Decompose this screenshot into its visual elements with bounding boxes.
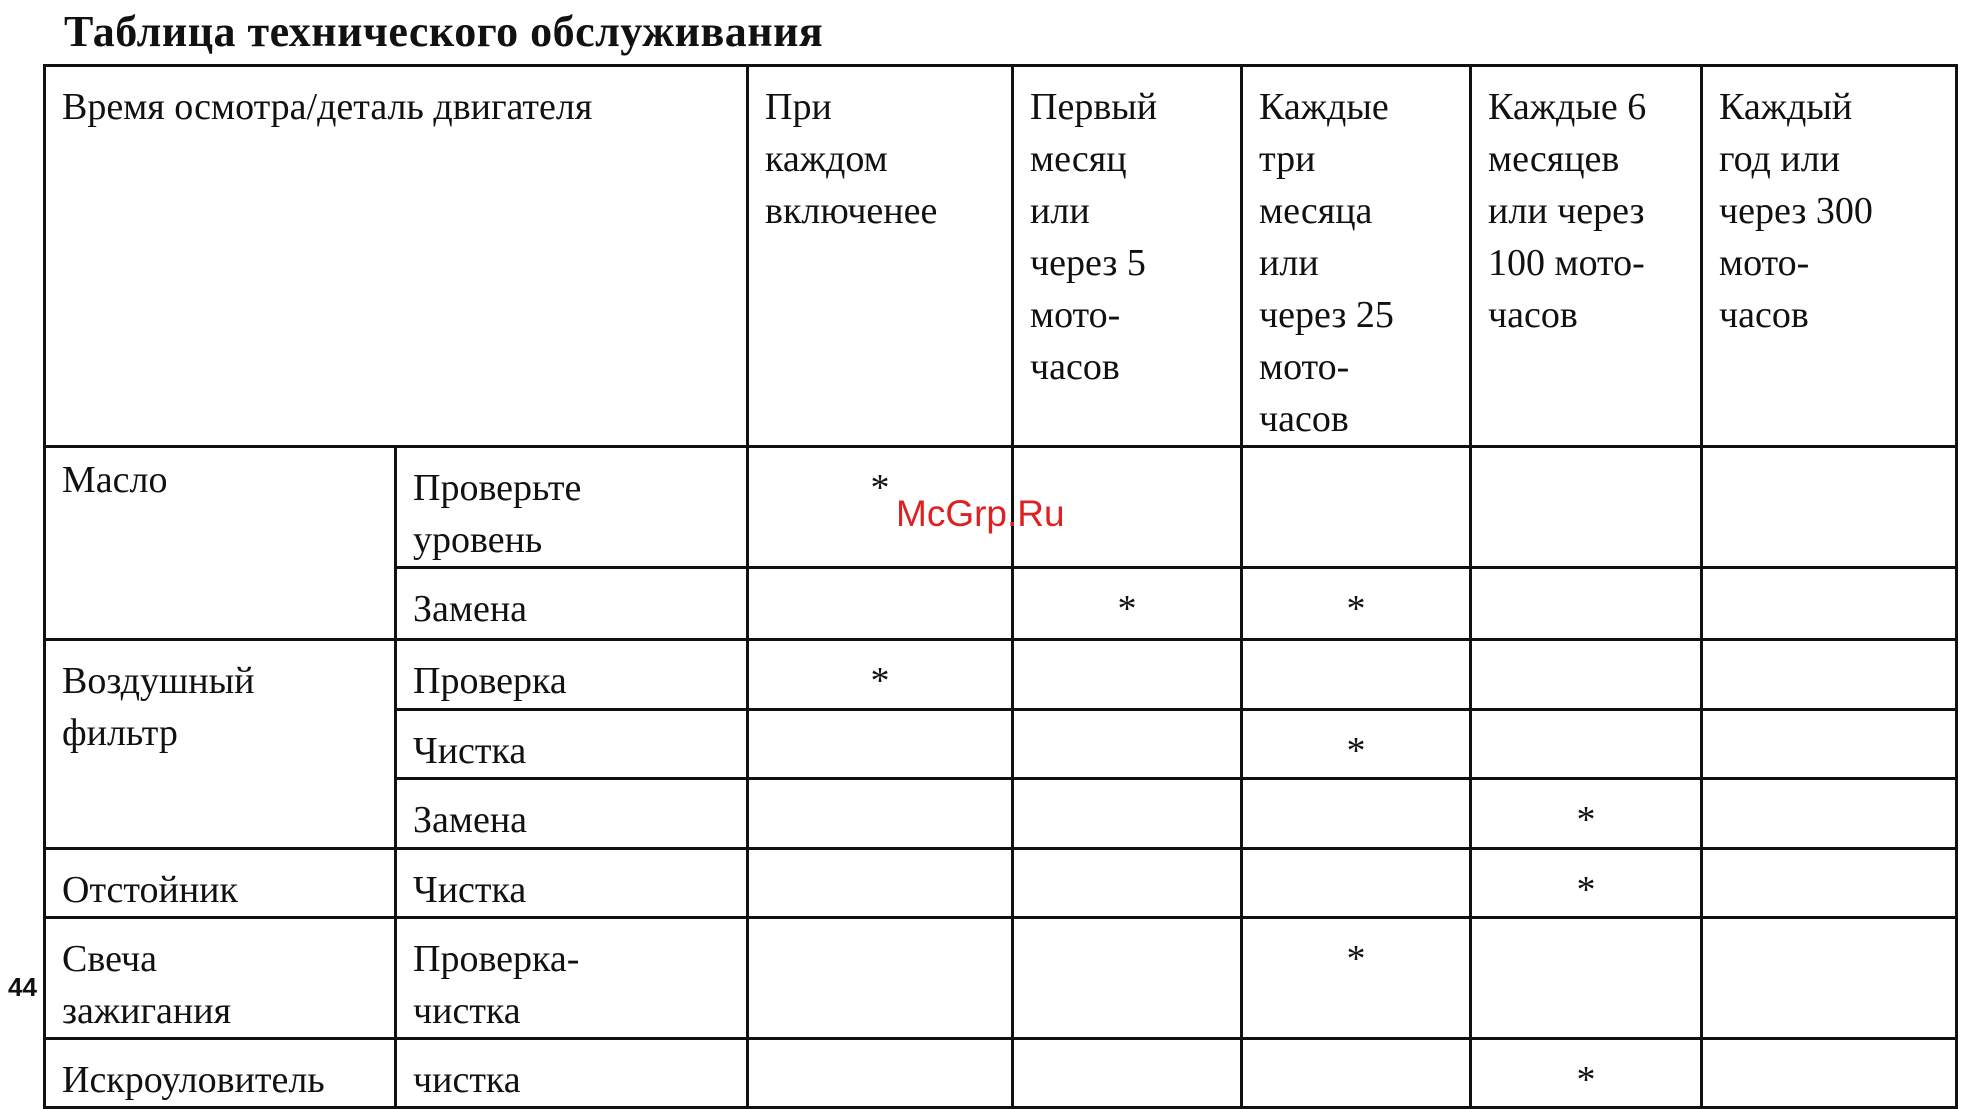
schedule-mark (1013, 710, 1242, 779)
schedule-mark (748, 1039, 1013, 1108)
schedule-mark (1471, 918, 1702, 1039)
schedule-mark (1242, 447, 1471, 568)
schedule-mark (1471, 447, 1702, 568)
schedule-mark (1471, 710, 1702, 779)
action-name: чистка (396, 1039, 748, 1108)
part-name: Отстойник (45, 849, 396, 918)
schedule-mark (1702, 1039, 1957, 1108)
corner-header: Время осмотра/деталь двигателя (45, 66, 748, 447)
action-name: Чистка (396, 849, 748, 918)
table-row (45, 849, 1957, 918)
action-name: Замена (396, 568, 748, 640)
schedule-mark (1702, 568, 1957, 640)
action-name: Проверка (396, 640, 748, 710)
page-number: 44 (8, 972, 37, 1002)
schedule-mark (748, 779, 1013, 849)
column-header-first-month: Первый месяц или через 5 мото- часов (1013, 66, 1242, 447)
schedule-mark (1242, 1039, 1471, 1108)
schedule-mark (1242, 849, 1471, 918)
schedule-mark (748, 710, 1013, 779)
watermark-text: McGrp.Ru (896, 493, 1065, 534)
schedule-mark (1013, 918, 1242, 1039)
schedule-mark: * (1471, 779, 1702, 849)
schedule-mark: * (1013, 568, 1242, 640)
schedule-mark (1013, 849, 1242, 918)
schedule-mark (1471, 640, 1702, 710)
schedule-mark (748, 568, 1013, 640)
schedule-mark (1702, 918, 1957, 1039)
table-row (45, 918, 1957, 1039)
part-name: Свеча зажигания (45, 918, 396, 1039)
schedule-mark (1702, 447, 1957, 568)
table-row (45, 1039, 1957, 1108)
action-name: Проверка- чистка (396, 918, 748, 1039)
schedule-mark (1702, 640, 1957, 710)
schedule-mark (1013, 1039, 1242, 1108)
maintenance-table (43, 64, 1958, 1109)
page-title: Таблица технического обслуживания (64, 7, 824, 56)
schedule-mark (1013, 779, 1242, 849)
action-name: Чистка (396, 710, 748, 779)
schedule-mark: * (748, 640, 1013, 710)
schedule-mark (748, 918, 1013, 1039)
part-name: Искроуловитель (45, 1039, 396, 1108)
schedule-mark: * (1471, 1039, 1702, 1108)
schedule-mark (1242, 640, 1471, 710)
schedule-mark (748, 849, 1013, 918)
schedule-mark: * (1242, 710, 1471, 779)
column-header-every-3-months: Каждые три месяца или через 25 мото- часов (1242, 66, 1471, 447)
schedule-mark: * (1471, 849, 1702, 918)
part-name: Масло (45, 447, 396, 640)
table-row (45, 640, 1957, 710)
schedule-mark: * (748, 447, 1013, 568)
schedule-mark (1702, 710, 1957, 779)
part-name: Воздушный фильтр (45, 640, 396, 849)
schedule-mark (1242, 779, 1471, 849)
schedule-mark (1702, 849, 1957, 918)
column-header-every-year: Каждый год или через 300 мото- часов (1702, 66, 1957, 447)
column-header-each-start: При каждом включенее (748, 66, 1013, 447)
schedule-mark (1013, 640, 1242, 710)
action-name: Замена (396, 779, 748, 849)
action-name: Проверьте уровень (396, 447, 748, 568)
schedule-mark (1471, 568, 1702, 640)
column-header-every-6-months: Каждые 6 месяцев или через 100 мото- часов (1471, 66, 1702, 447)
header-row (45, 66, 1957, 447)
schedule-mark: * (1242, 918, 1471, 1039)
schedule-mark: * (1242, 568, 1471, 640)
schedule-mark (1702, 779, 1957, 849)
